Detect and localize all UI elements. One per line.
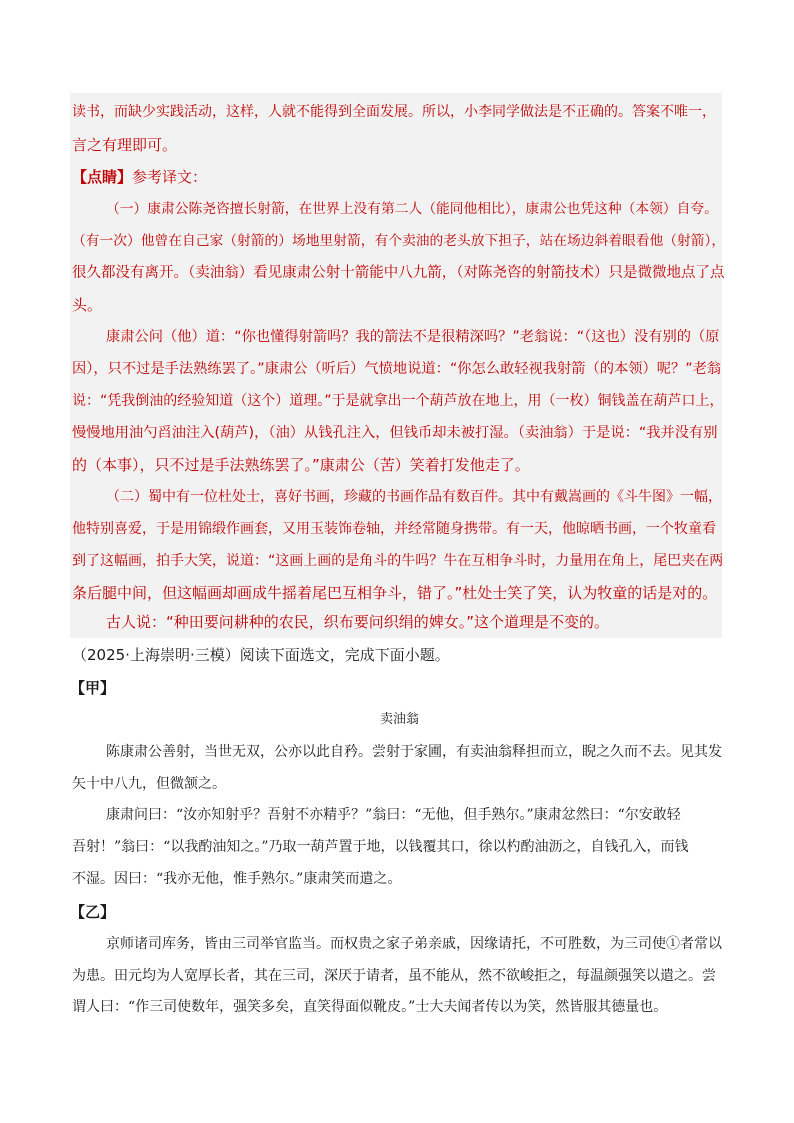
- translation-line: （二）蜀中有一位杜处士，喜好书画，珍藏的书画作品有数百件。其中有戴嵩画的《斗牛图》一幅，: [106, 489, 722, 505]
- translation-line: （有一次）他曾在自己家（射箭的）场地里射箭，有个卖油的老头放下担子，站在场边斜着眼看他（射箭），: [72, 233, 726, 249]
- yi-text-line: 京师诸司库务，皆由三司举官监当。而权贵之家子弟亲戚，因缘请托，不可胜数，为三司使①者常以: [106, 936, 722, 952]
- yi-text-line: 谓人曰：“作三司使数年，强笑多矣，直笑得面似靴皮。”士大夫闻者传以为笑，然皆服其德量也。: [72, 999, 668, 1015]
- translation-line: 条后腿中间，但这幅画却画成牛摇着尾巴互相争斗，错了。”杜处士笑了笑，认为牧童的话是对的。: [72, 584, 718, 602]
- dianjing-tag: 【点睛】: [72, 168, 133, 186]
- translation-line: （一）康肃公陈尧咨擅长射箭，在世界上没有第二人（能同他相比），康肃公也凭这种（本领）自夸。: [106, 201, 718, 217]
- question-intro: （2025·上海崇明·三模）阅读下面选文，完成下面小题。: [72, 646, 450, 664]
- jia-text-line: 康肃问曰：“汝亦知射乎？吾射不亦精乎？”翁曰：“无他，但手熟尔。”康肃忿然曰：“尔安敢轻: [106, 807, 681, 823]
- jia-text-line: 矢十中八九，但微颔之。: [72, 776, 226, 792]
- translation-line: 因），只不过是手法熟练罢了。”康肃公（听后）气愤地说道：“你怎么敢轻视我射箭（的本领）呢？”老翁: [72, 361, 722, 377]
- answer-line-1: 读书，而缺少实践活动，这样，人就不能得到全面发展。所以，小李同学做法是不正确的。答案不唯一，: [72, 104, 716, 120]
- yi-label: 【乙】: [70, 903, 116, 921]
- translation-line: 说：“凭我倒油的经验知道（这个）道理。”于是就拿出一个葫芦放在地上，用（一枚）铜钱盖在葫芦口上，: [72, 393, 724, 409]
- translation-line: 慢慢地用油勺舀油注入(葫芦)，（油）从钱孔注入，但钱币却未被打湿。（卖油翁）于是说：“我并没有别: [72, 425, 718, 441]
- yi-text-line: 为患。田元均为人宽厚长者，其在三司，深厌于请者，虽不能从，然不欲峻拒之，每温颜强笑以遣之。尝: [72, 968, 716, 984]
- jia-label: 【甲】: [70, 679, 116, 697]
- jia-text-line: 不湿。因曰：“我亦无他，惟手熟尔。”康肃笑而遣之。: [72, 871, 402, 887]
- translation-line: 到了这幅画，拍手大笑，说道：“这画上画的是角斗的牛吗？牛在互相争斗时，力量用在角上，尾巴夹在两: [72, 553, 724, 569]
- translation-line: 很久都没有离开。（卖油翁）看见康肃公射十箭能中八九箭，（对陈尧咨的射箭技术）只是微微地点了点: [72, 265, 725, 281]
- translation-line: 他特别喜爱，于是用锦缎作画套，又用玉装饰卷轴，并经常随身携带。有一天，他晾晒书画，一个牧童看: [72, 521, 716, 537]
- translation-line: 康肃公问（他）道：“你也懂得射箭吗？我的箭法不是很精深吗？”老翁说：“（这也）没有别的（原: [106, 329, 720, 345]
- translation-line: 头。: [72, 296, 103, 314]
- jia-text-line: 吾射！”翁曰：“以我酌油知之。”乃取一葫芦置于地，以钱覆其口，徐以杓酌油沥之，自钱孔入，而钱: [72, 839, 689, 855]
- dianjing-label: 参考译文：: [132, 168, 208, 186]
- answer-line-2: 言之有理即可。: [72, 136, 178, 154]
- jia-text-line: 陈康肃公善射，当世无双，公亦以此自矜。尝射于家圃，有卖油翁释担而立，睨之久而不去。见其发: [106, 744, 722, 760]
- translation-line: 古人说：“种田要问耕种的农民，织布要问织绢的婢女。”这个道理是不变的。: [106, 613, 610, 631]
- translation-line: 的（本事），只不过是手法熟练罢了。”康肃公（苦）笑着打发他走了。: [72, 456, 530, 474]
- dianjing-heading: [72, 167, 207, 187]
- jia-title: 卖油翁: [380, 712, 420, 727]
